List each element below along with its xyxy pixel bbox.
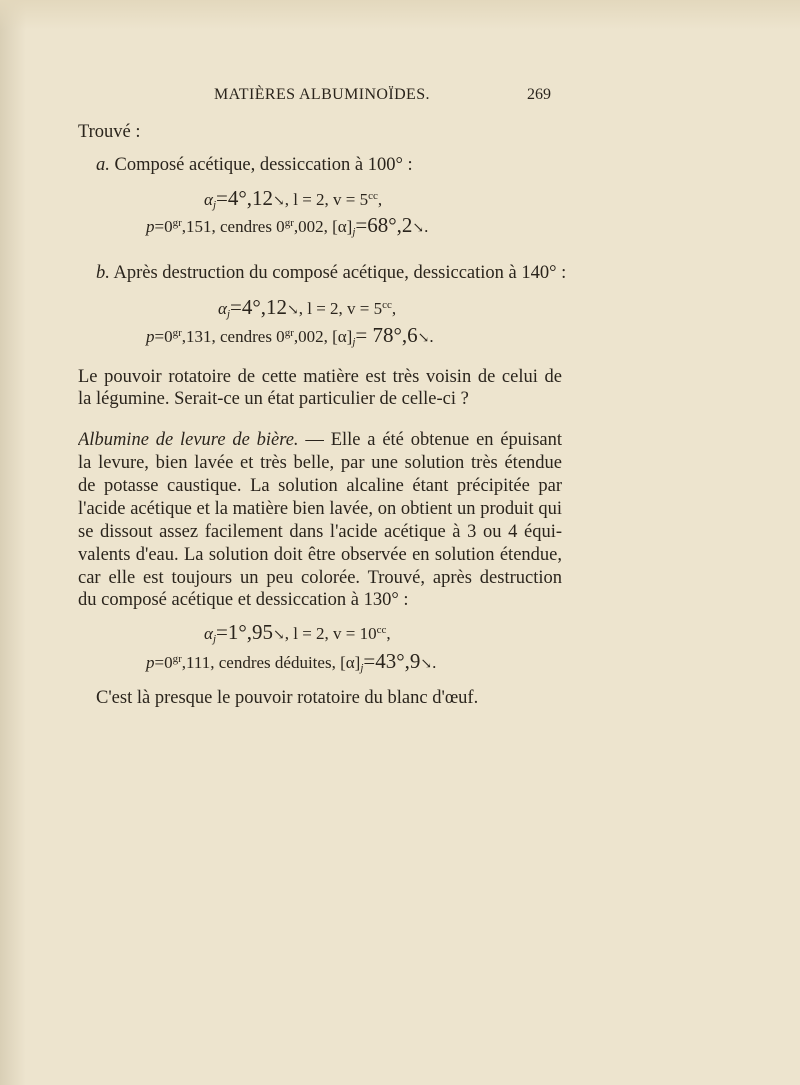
paragraph-2-line-7: car elle est toujours un peu colorée. Trouvé, après destruction [78,568,562,588]
section-b-heading-text: Après destruction du composé acétique, dessiccation à 140° : [113,263,567,283]
running-head [0,86,800,108]
equation-end: . [432,653,437,672]
alpha-symbol: α [218,299,227,318]
equation-part: =0 [154,653,173,672]
page-number: 269 [527,86,551,103]
paragraph-2-line-4: l'acide acétique et la matière bien lavée, on obtient un produit qui [78,499,562,519]
running-head-title: MATIÈRES ALBUMINOÏDES. [214,86,430,103]
conclusion-line: C'est là presque le pouvoir rotatoire du blanc d'œuf. [96,688,479,708]
equation-rest: , l = 2, v = 10 [284,624,377,643]
subscript: j [352,336,356,348]
trouve-label: Trouvé : [78,122,141,142]
equation-rest: , l = 2, v = 5 [298,299,383,318]
subscript: j [212,633,216,645]
section-a-heading-text: Composé acétique, dessiccation à 100° : [114,155,413,175]
equation-end: . [424,217,429,236]
arrow-mark-icon: ↘ [412,221,425,236]
superscript: gr [284,217,294,229]
arrow-mark-icon: ↘ [273,194,285,209]
equation-a-rotation [204,186,382,211]
subscript: j [226,308,230,320]
paragraph-2-line-1 [78,429,562,451]
paragraph-2-line-5: se dissout assez facilement dans l'acide acétique à 3 ou 4 équi- [78,522,562,542]
equation-part: =0 [154,217,173,236]
equation-b-mass [146,323,434,348]
superscript: gr [284,327,294,339]
equation-part: ,002, [α] [293,217,353,236]
paragraph-2-line-1-text: — Elle a été obtenue en épuisant [305,430,562,450]
superscript: cc [376,624,387,636]
equation-part: ,131, cendres 0 [181,327,285,346]
arrow-mark-icon: ↘ [417,331,430,346]
equation-end: . [429,327,434,346]
paragraph-1-line-2: la légumine. Serait-ce un état particulier de celle-ci ? [78,389,469,409]
equation-part: ,002, [α] [293,327,353,346]
page-top-shadow [0,0,800,30]
equation-end: , [391,299,397,318]
equation-end: , [377,190,383,209]
subscript: j [212,199,216,211]
equation-end: , [386,624,391,643]
page-gutter-shadow [0,0,26,1085]
equation-part: ,111, cendres déduites, [α] [181,653,361,672]
equation-rest: , l = 2, v = 5 [284,190,369,209]
section-b-letter: b. [96,263,110,283]
paragraph-2-line-3: de potasse caustique. La solution alcaline étant précipitée par [78,476,562,496]
section-b-heading [96,263,566,284]
paragraph-2-line-2: la levure, bien lavée et très belle, par une solution très étendue [78,453,562,473]
rotation-value: =4°,12 [230,295,287,319]
subscript: j [360,662,364,674]
equation-c-mass [146,649,436,674]
equation-part: =0 [154,327,173,346]
rotatory-power: =43°,9 [363,649,421,673]
arrow-mark-icon: ↘ [287,303,299,318]
arrow-mark-icon: ↘ [420,657,433,672]
rotation-value: =4°,12 [216,186,273,210]
section-a-letter: a. [96,155,110,175]
subscript: j [352,226,356,238]
p-symbol: p [146,217,155,236]
alpha-symbol: α [204,624,213,643]
rotation-value: =1°,95 [216,620,273,644]
alpha-symbol: α [204,190,213,209]
equation-b-rotation [218,295,396,320]
section-title-albumine: Albumine de levure de bière. [78,430,299,450]
rotatory-power: =68°,2 [355,213,413,237]
section-a-heading [96,155,413,176]
superscript: cc [382,299,392,311]
superscript: gr [172,217,182,229]
equation-part: ,151, cendres 0 [181,217,285,236]
rotatory-power: = 78°,6 [355,323,418,347]
superscript: cc [368,190,378,202]
equation-a-mass [146,213,428,238]
paragraph-2-line-6: valents d'eau. La solution doit être observée en solution étendue, [78,545,562,565]
p-symbol: p [146,327,155,346]
paragraph-2-line-8: du composé acétique et dessiccation à 130° : [78,590,409,610]
superscript: gr [172,327,182,339]
equation-c-rotation [204,620,391,645]
p-symbol: p [146,653,155,672]
superscript: gr [172,653,182,665]
paragraph-1-line-1: Le pouvoir rotatoire de cette matière est très voisin de celui de [78,367,562,387]
arrow-mark-icon: ↘ [273,628,285,643]
